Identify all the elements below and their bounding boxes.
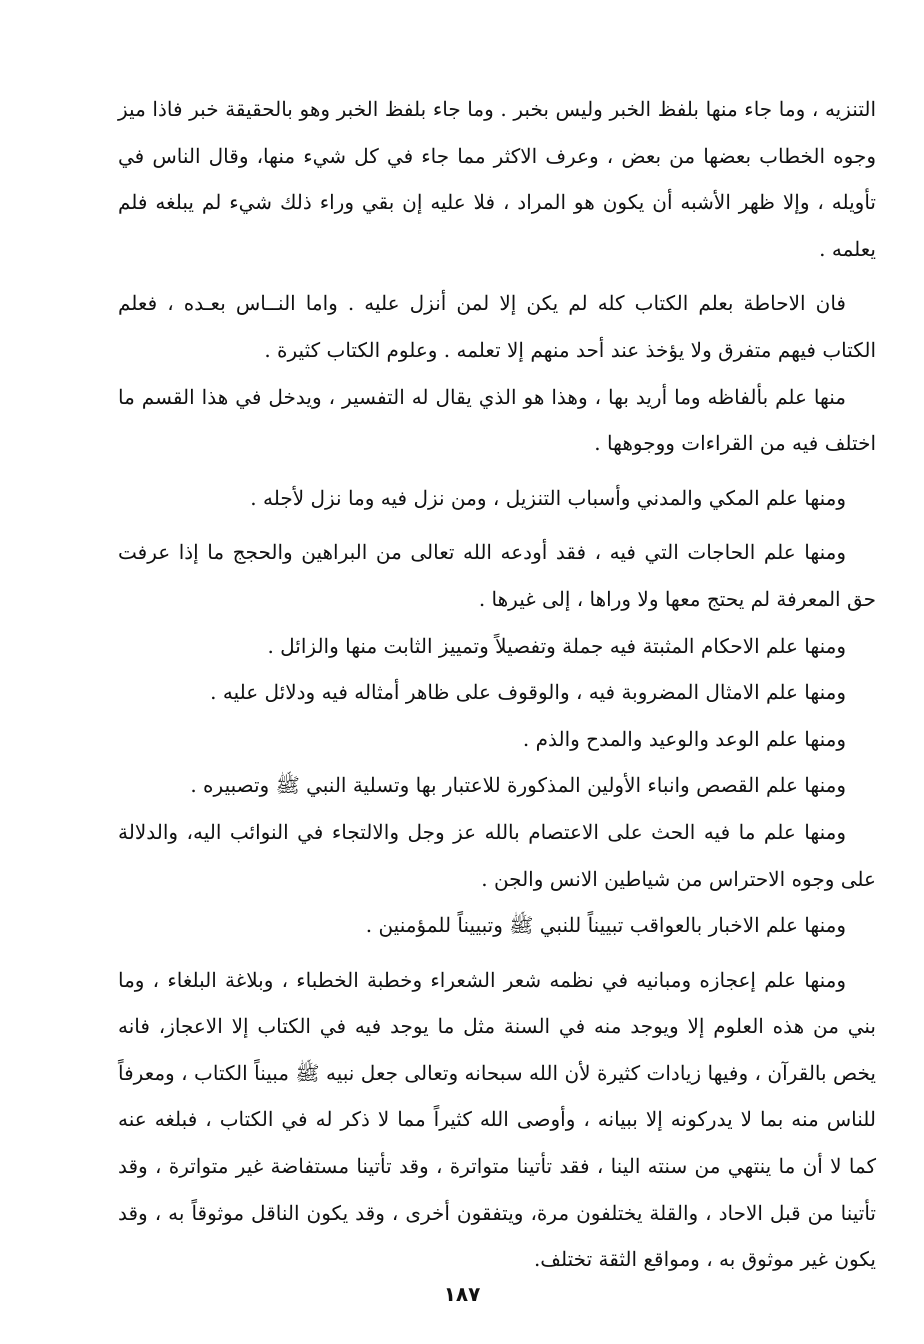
paragraph-5: ومنها علم الحاجات التي فيه ، فقد أودعه الله تعالى من البراهين والحجج ما إذا عرفت حق المعرفة لم يحتج معها ولا وراها ، إلى غيرها . [118, 540, 876, 611]
paragraph-9: ومنها علم القصص وانباء الأولين المذكورة للاعتبار بها وتسلية النبي ﷺ وتصبيره . [190, 773, 846, 798]
paragraph-12: ومنها علم إعجازه ومبانيه في نظمه شعر الشعراء وخطبة الخطباء ، وبلاغة البلغاء ، وما بني من هذه العلوم إلا ويوجد منه في السنة مثل ما يوجد فيه في الكتاب إلا الاعجاز، فانه يخص بالقرآن ، وفيها زيادات كثيرة لأن الله سبحانه وتعالى جعل نبيه ﷺ مبيناً الكتاب ، ومعرفاً للناس منه بما لا يدركونه إلا ببيانه ، وأوصى الله كثيراً مما لا ذكر له في الكتاب ، فبلغه عنه كما لا أن ما ينتهي من سنته الينا ، فقد تأتينا متواترة ، وقد تأتينا مستفاضة غير متواترة ، وقد تأتينا من قبل الاحاد ، والقلة يختلفون مرة، ويتفقون أخرى ، وقد يكون الناقل موثوقاً به ، وقد يكون غير موثوق به ، ومواقع الثقة تختلف. [118, 967, 876, 1272]
paragraph-11: ومنها علم الاخبار بالعواقب تبييناً للنبي ﷺ وتبييناً للمؤمنين . [365, 913, 846, 938]
paragraph-4: ومنها علم المكي والمدني وأسباب التنزيل ، ومن نزل فيه وما نزل لأجله . [250, 485, 846, 510]
paragraph-8: ومنها علم الوعد والوعيد والمدح والذم . [522, 726, 846, 751]
paragraph-6: ومنها علم الاحكام المثبتة فيه جملة وتفصيلاً وتمييز الثابت منها والزائل . [267, 633, 846, 658]
paragraph-7: ومنها علم الامثال المضروبة فيه ، والوقوف على ظاهر أمثاله فيه ودلائل عليه . [210, 680, 846, 705]
paragraph-1: التنزيه ، وما جاء منها بلفظ الخبر وليس بخبر . وما جاء بلفظ الخبر وهو بالحقيقة خبر فاذا ميز وجوه الخطاب بعضها من بعض ، وعرف الاكثر مما جاء في كل شيء منها، وقال الناس في تأويله ، وإلا ظهر الأشبه أن يكون هو المراد ، فلا عليه إن بقي وراء ذلك شيء لم يبلغه فلم يعلمه . [118, 97, 876, 261]
paragraph-10: ومنها علم ما فيه الحث على الاعتصام بالله عز وجل والالتجاء في النوائب اليه، والدلالة على وجوه الاحتراس من شياطين الانس والجن . [118, 819, 876, 891]
page-number: ١٨٧ [443, 1282, 481, 1306]
paragraph-3: منها علم بألفاظه وما أريد بها ، وهذا هو الذي يقال له التفسير ، ويدخل في هذا القسم ما اختلف فيه من القراءات ووجوهها . [118, 384, 876, 456]
body-text [118, 86, 876, 1283]
paragraph-2: فان الاحاطة بعلم الكتاب كله لم يكن إلا لمن أنزل عليه . واما النــاس بعـده ، فعلم الكتاب فيهم متفرق ولا يؤخذ عند أحد منهم إلا تعلمه . وعلوم الكتاب كثيرة . [118, 291, 876, 362]
